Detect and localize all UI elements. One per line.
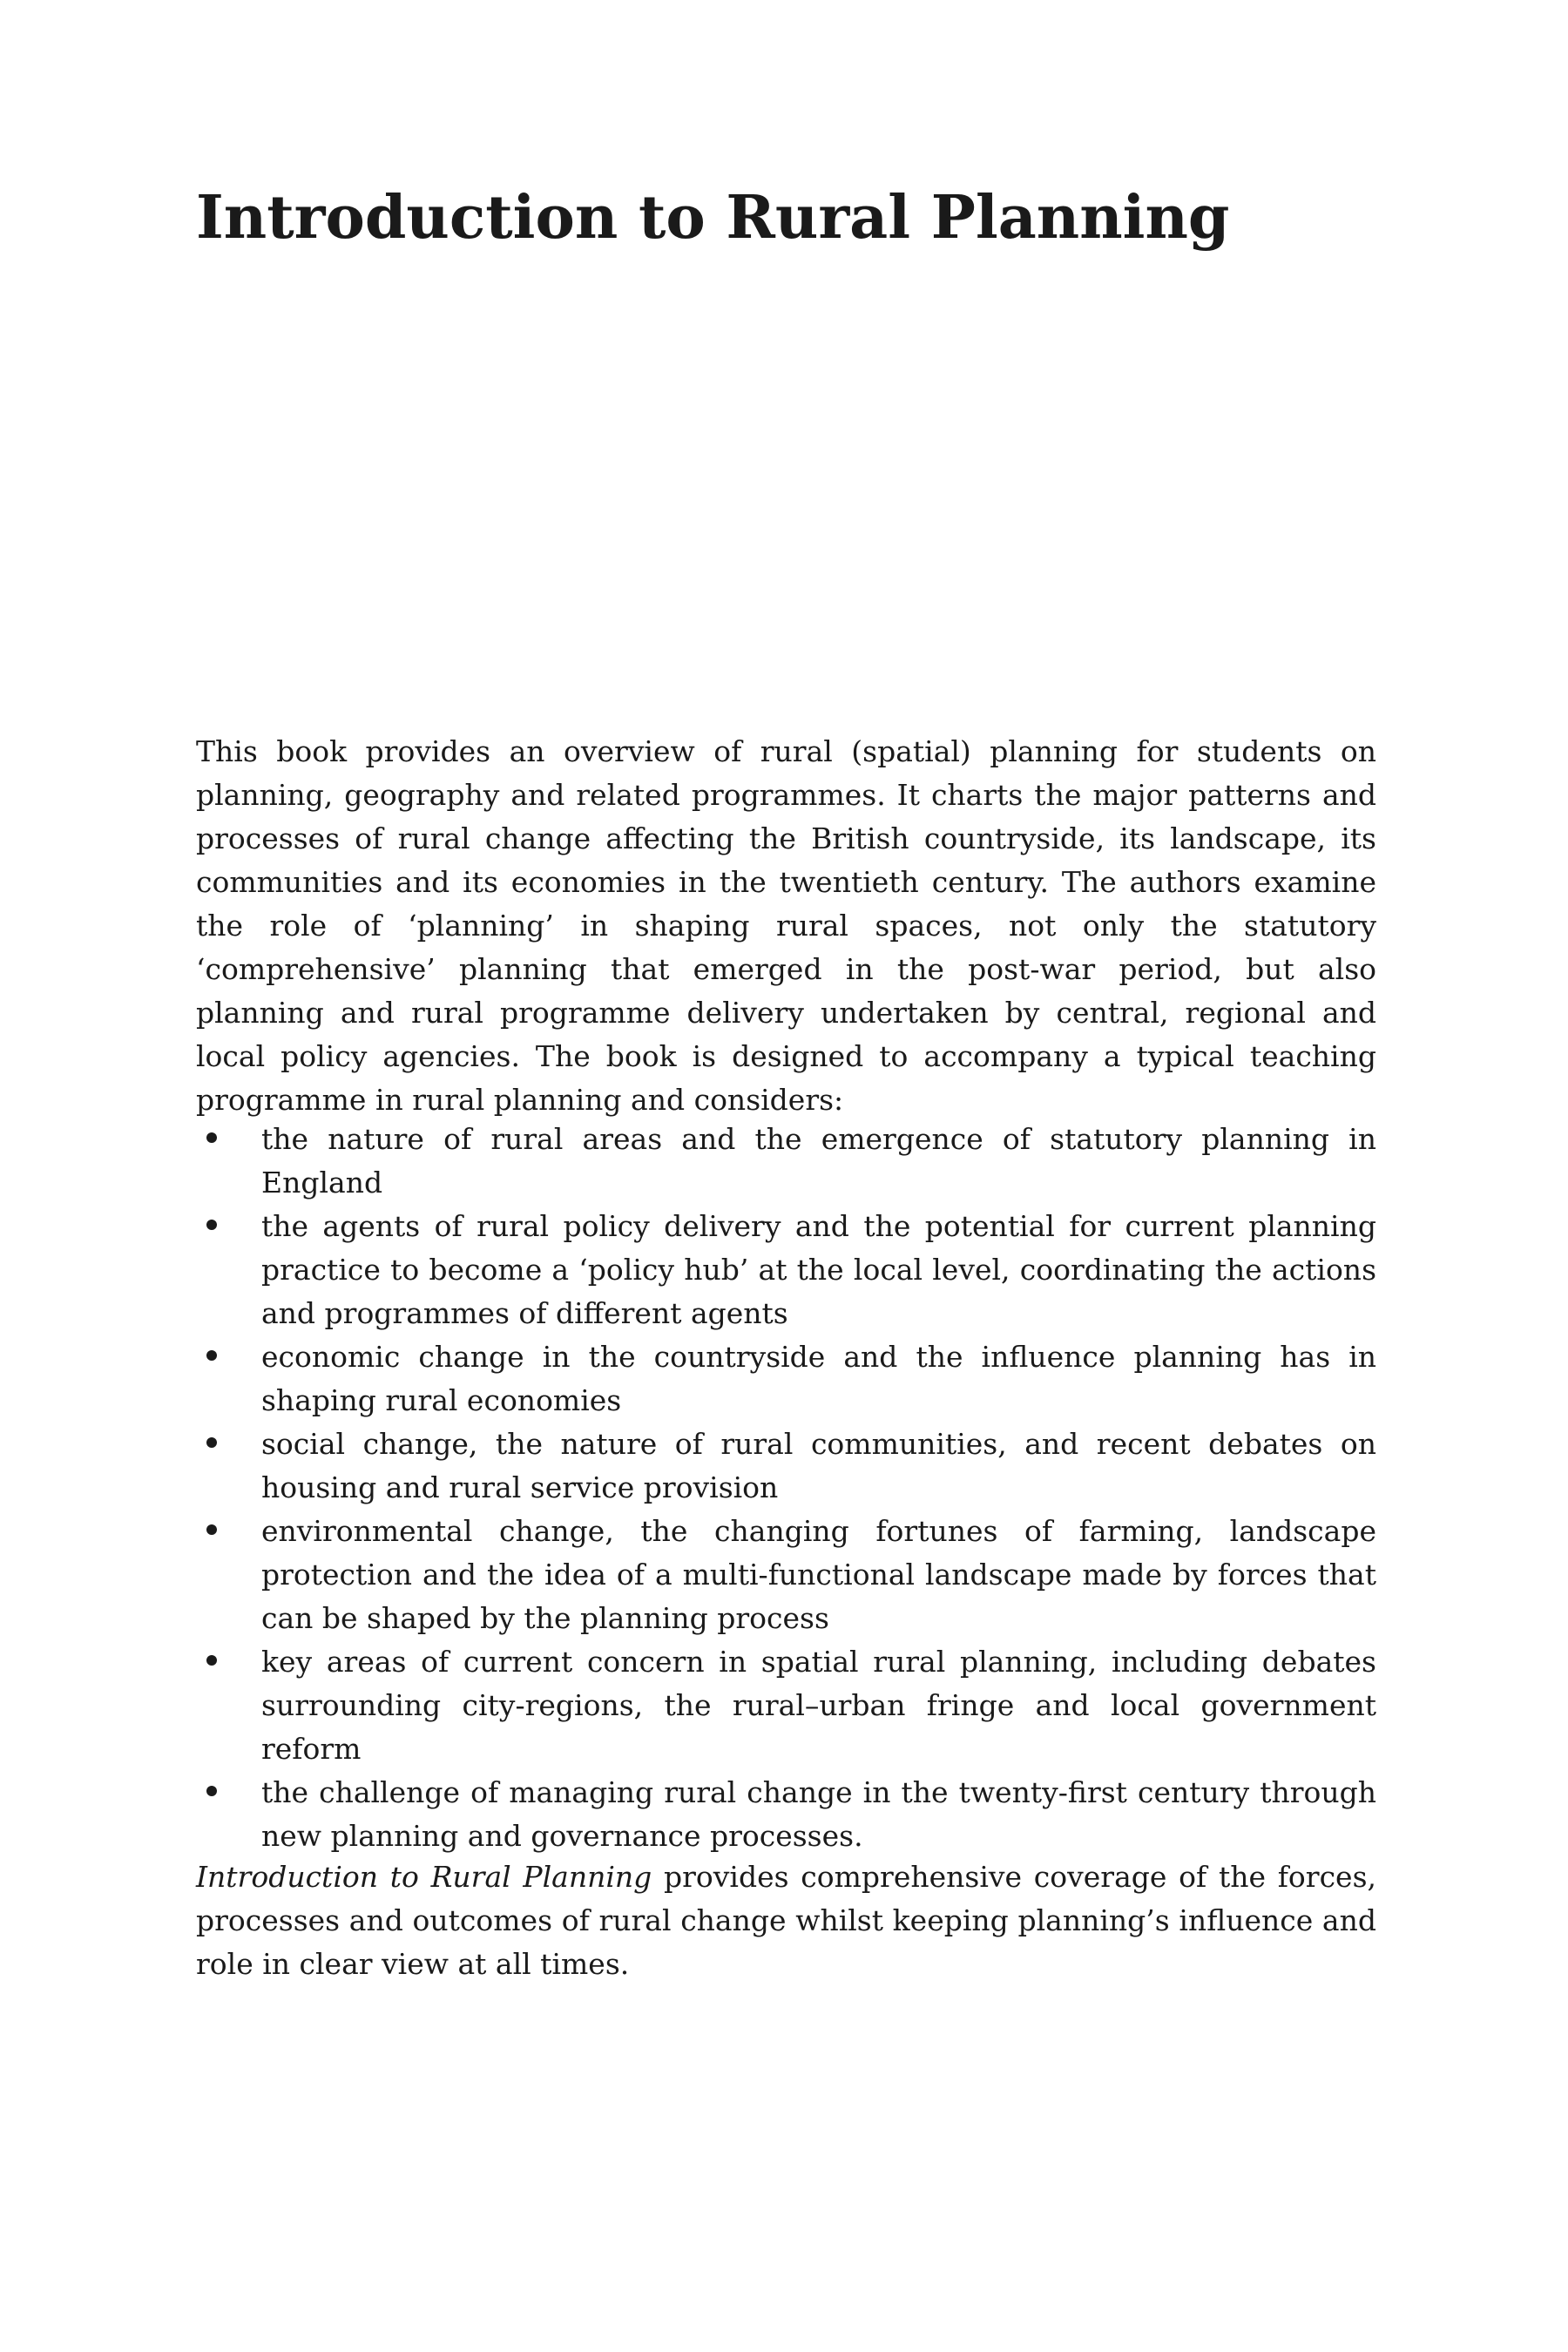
list-item-text: environmental change, the changing fortunes of farming, landscape protection and the idea of a multi-functional landscape made by forces that can be shaped by the planning process xyxy=(261,1514,1376,1635)
closing-book-title: Introduction to Rural Planning xyxy=(196,1860,652,1894)
list-item-text: economic change in the countryside and the influence planning has in shaping rural economies xyxy=(261,1340,1376,1417)
list-item xyxy=(196,1335,1376,1423)
page-title: Introduction to Rural Planning xyxy=(196,183,1230,253)
bullet-icon xyxy=(206,1437,217,1448)
list-item-text: the nature of rural areas and the emergence of statutory planning in England xyxy=(261,1122,1376,1200)
bullet-icon xyxy=(206,1655,217,1666)
closing-paragraph xyxy=(196,1855,1376,1986)
bullet-icon xyxy=(206,1786,217,1796)
list-item-text: key areas of current concern in spatial rural planning, including debates surrounding city-regions, the rural–urban fringe and local government reform xyxy=(261,1645,1376,1766)
list-item xyxy=(196,1510,1376,1640)
list-item xyxy=(196,1118,1376,1205)
list-item xyxy=(196,1771,1376,1858)
list-item-text: the challenge of managing rural change in the twenty-first century through new planning and governance processes. xyxy=(261,1775,1376,1853)
closing-text: provides comprehensive coverage of the forces, processes and outcomes of rural change whilst keeping planning’s influence and role in clear view at all times. xyxy=(196,1860,1377,1981)
bullet-icon xyxy=(206,1132,217,1143)
topics-list xyxy=(196,1118,1376,1858)
intro-paragraph: This book provides an overview of rural (spatial) planning for students on planning, geography and related programmes. It charts the major patterns and processes of rural change affecting the British countryside, its landscape, its communities and its economies in the twentieth century. The authors examine the role of ‘planning’ in shaping rural spaces, not only the statutory ‘comprehensive’ planning that emerged in the post-war period, but also planning and rural programme delivery undertaken by central, regional and local policy agencies. The book is designed to accompany a typical teaching programme in rural planning and considers: xyxy=(196,734,1376,1117)
bullet-icon xyxy=(206,1350,217,1361)
list-item xyxy=(196,1640,1376,1771)
list-item xyxy=(196,1205,1376,1335)
bullet-icon xyxy=(206,1220,217,1230)
list-item xyxy=(196,1423,1376,1510)
list-item-text: the agents of rural policy delivery and the potential for current planning practice to become a ‘policy hub’ at the local level, coordinating the actions and programmes of different agents xyxy=(261,1209,1376,1330)
bullet-icon xyxy=(206,1524,217,1535)
list-item-text: social change, the nature of rural communities, and recent debates on housing and rural service provision xyxy=(261,1427,1376,1504)
